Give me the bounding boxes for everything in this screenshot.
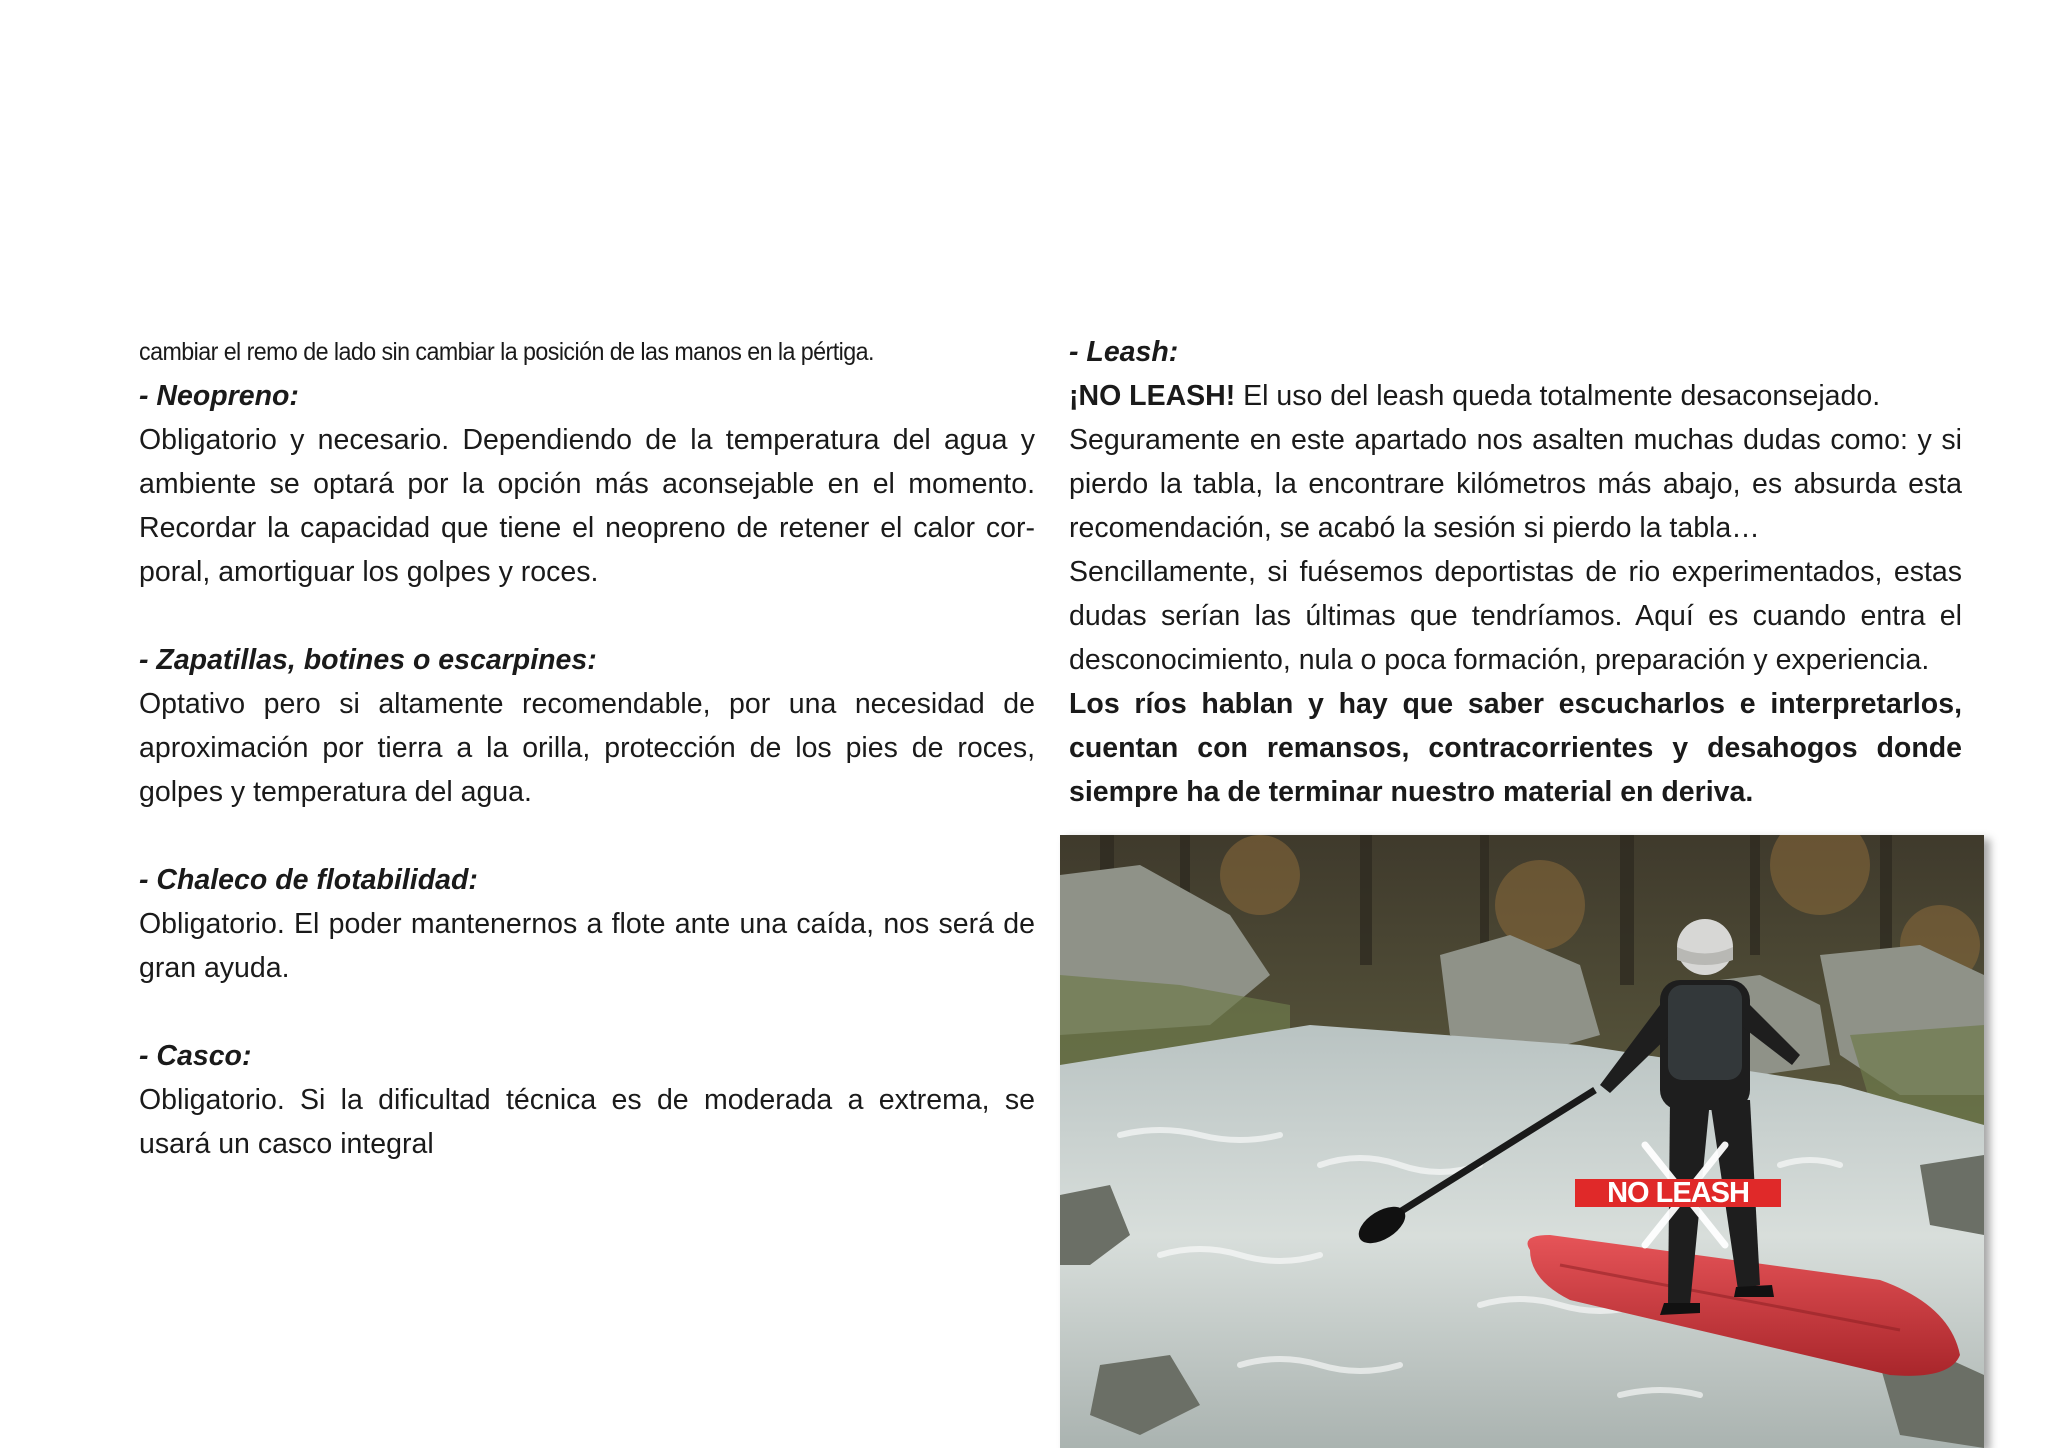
leash-paragraph-2: Sencillamente, si fuésemos deportistas de rio experimentados, estas dudas serían las últimas que tendríamos. Aquí es cuando entra el desconocimiento, nula o poca formación, preparación y experiencia. (1069, 556, 1962, 676)
left-column (139, 330, 1035, 1166)
section-heading-zapatillas: - Zapatillas, botines o escarpines: (139, 644, 597, 676)
leash-lead (1069, 374, 1962, 418)
no-leash-bold: ¡NO LEASH! (1069, 380, 1236, 412)
section-heading-leash: - Leash: (1069, 336, 1179, 368)
section-text-zapatillas: Optativo pero si altamente recomendable, por una necesidad de aproximación por tierra a la orilla, protección de los pies de roces, golpes y temperatura del agua. (139, 688, 1035, 808)
section-heading-neopreno: - Neopreno: (139, 380, 299, 412)
leash-paragraph-3: Los ríos hablan y hay que saber escucharlos e interpretarlos, cuentan con remansos, contracorrientes y desahogos donde siempre ha de terminar nuestro material en deriva. (1069, 688, 1962, 808)
photo-illustration (1060, 835, 1984, 1448)
continuation-text: cambiar el remo de lado sin cambiar la posición de las manos en la pértiga. (139, 338, 874, 366)
leash-lead-text: El uso del leash queda totalmente desaconsejado. (1235, 380, 1881, 412)
section-text-casco: Obligatorio. Si la dificultad técnica es de moderada a extrema, se usará un casco integral (139, 1084, 1035, 1160)
leash-paragraph-1: Seguramente en este apartado nos asalten muchas dudas como: y si pierdo la tabla, la encontrare kilómetros más abajo, es absurda esta recomendación, se acabó la sesión si pierdo la tabla… (1069, 424, 1962, 544)
river-paddleboard-photo (1060, 835, 1984, 1448)
right-column (1069, 330, 1962, 814)
section-heading-chaleco: - Chaleco de flotabilidad: (139, 864, 478, 896)
section-text-neopreno: Obligatorio y necesario. Dependiendo de la temperatura del agua y ambiente se optará por la opción más aconsejable en el momento. Recordar la capacidad que tiene el neopreno de retener el calor cor-poral, amortiguar los golpes y roces. (139, 424, 1035, 588)
section-heading-casco: - Casco: (139, 1040, 252, 1072)
section-text-chaleco: Obligatorio. El poder mantenernos a flote ante una caída, nos será de gran ayuda. (139, 908, 1035, 984)
no-leash-label: NO LEASH (1575, 1179, 1781, 1207)
